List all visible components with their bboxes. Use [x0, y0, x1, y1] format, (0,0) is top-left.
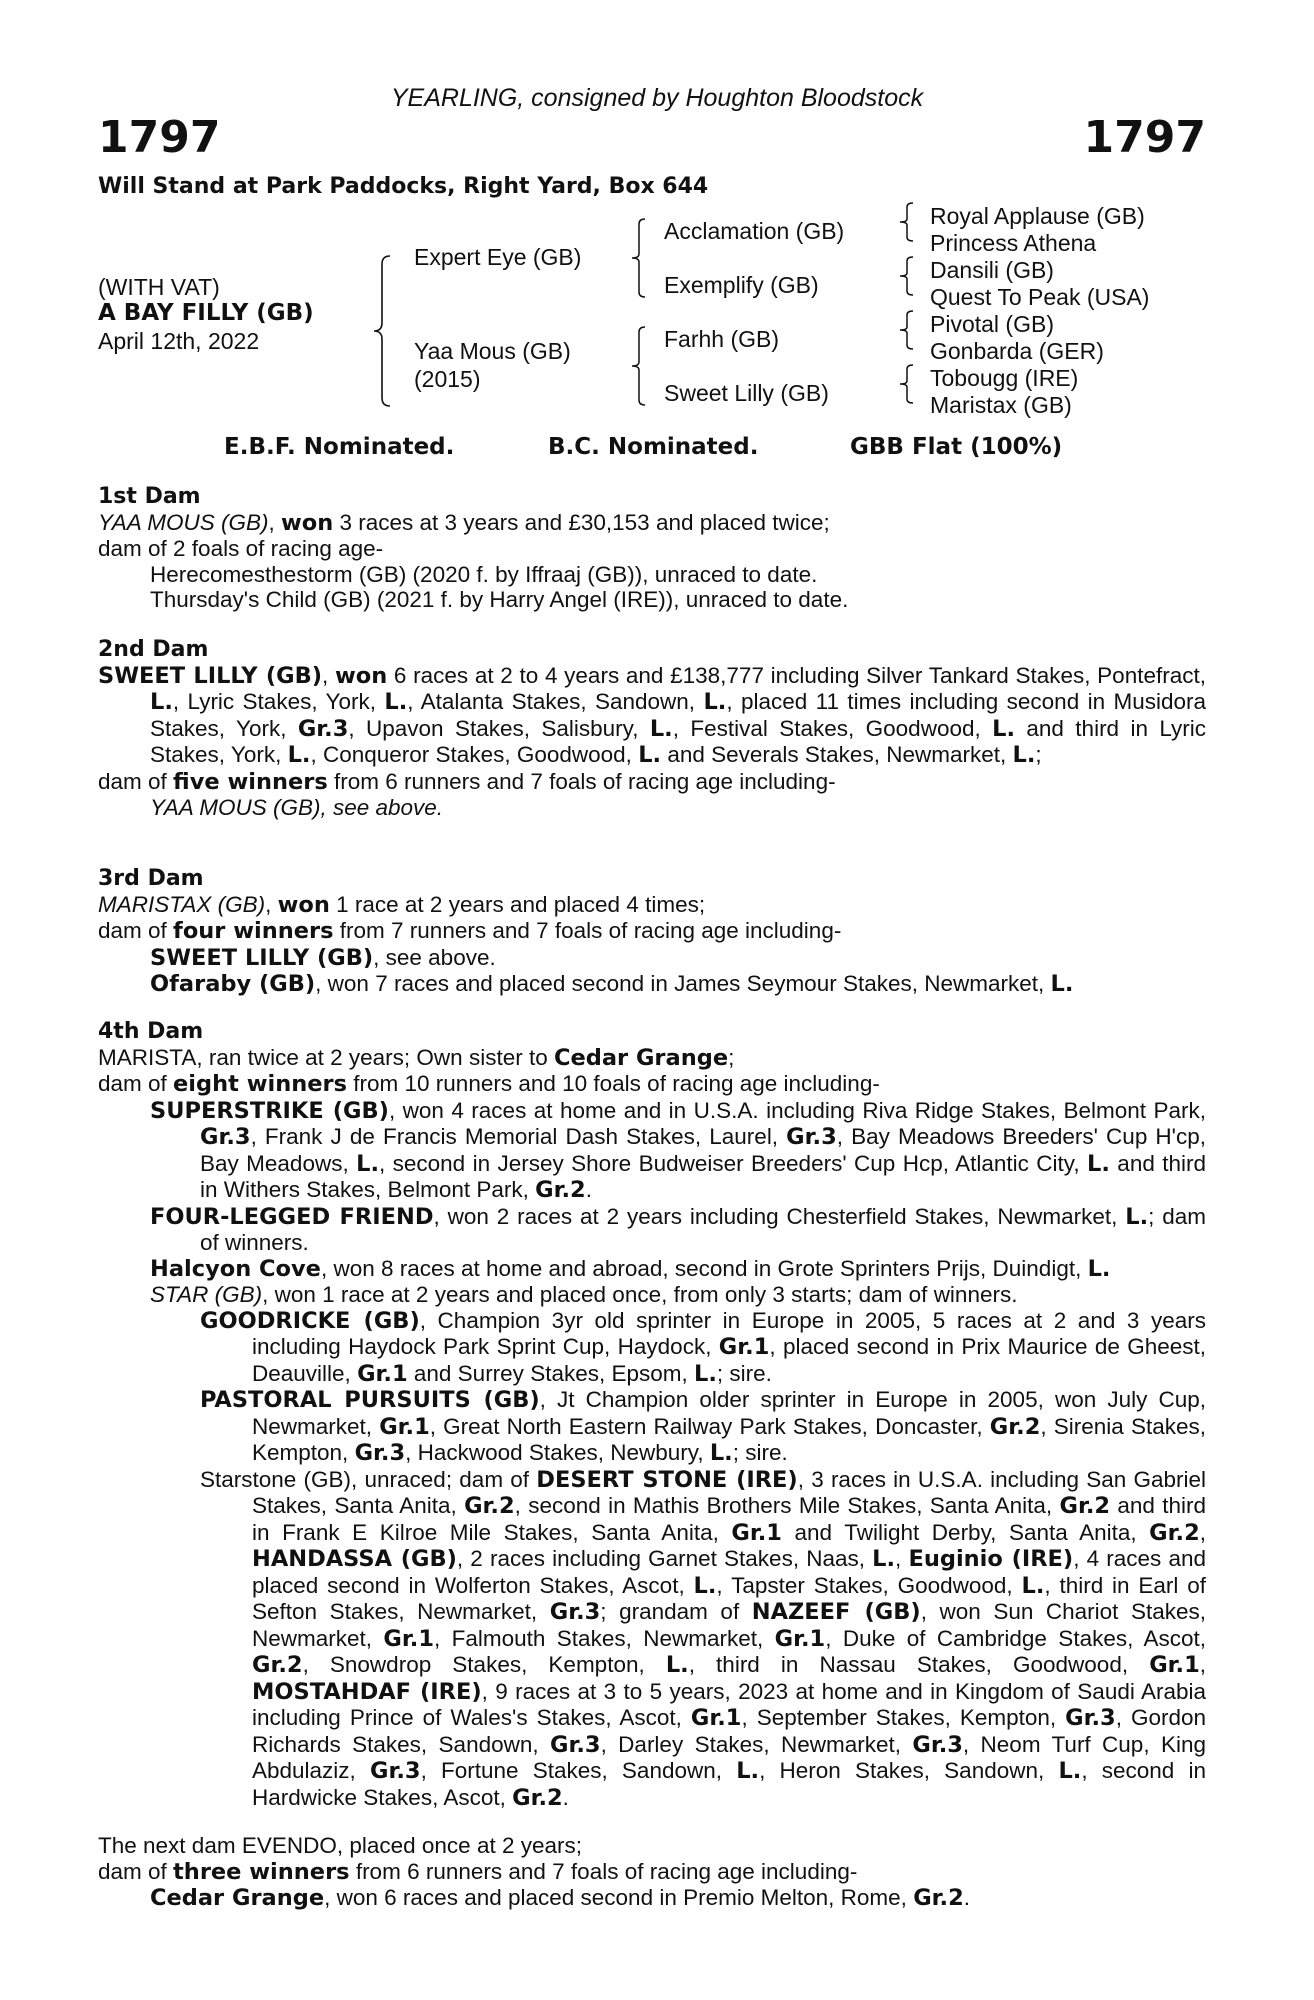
lot-number-left: 1797 [98, 112, 221, 163]
horse-name: YAA MOUS (GB) [98, 509, 269, 535]
page-subtitle: YEARLING, consigned by Houghton Bloodstock [390, 84, 924, 112]
produce-star: STAR (GB), won 1 race at 2 years and placed once, from only 3 starts; dam of winners. [150, 1282, 1018, 1307]
section-heading: 4th Dam [98, 1019, 204, 1044]
dam-line: MARISTAX (GB), won 1 race at 2 years and placed 4 times; [98, 891, 706, 918]
lot-number-right: 1797 [1083, 112, 1206, 163]
produce-four-legged-friend: FOUR-LEGGED FRIEND, won 2 races at 2 years including Chesterfield Stakes, Newmarket, L.; dam of winners. [150, 1203, 1207, 1255]
ancestor-8: Maristax (GB) [930, 392, 1072, 418]
dam: Yaa Mous (GB) [414, 338, 571, 364]
pedigree-brace-g2 [898, 256, 916, 296]
produce-halcyon-cove: Halcyon Cove, won 8 races at home and abroad, second in Grote Sprinters Prijs, Duindigt, L. [150, 1255, 1111, 1282]
dam-line: YAA MOUS (GB), won 3 races at 3 years and £30,153 and placed twice; [98, 509, 830, 536]
produce-line: SWEET LILLY (GB), see above. [150, 944, 496, 971]
section-4th-dam [98, 1019, 1206, 1811]
section-heading: 3rd Dam [98, 866, 204, 891]
produce-pastoral-pursuits: PASTORAL PURSUITS (GB), Jt Champion older sprinter in Europe in 2005, won July Cup, Newmarket, Gr.1, Great North Eastern Railway Park Stakes, Doncaster, Gr.2, Sirenia Stakes, Kempton, Gr.3, Hackwood Stakes, Newbury, L.; sire. [200, 1387, 1207, 1466]
dam-line: The next dam EVENDO, placed once at 2 years; [98, 1833, 582, 1858]
sire-dam: Exemplify (GB) [664, 272, 819, 298]
produce-goodricke: GOODRICKE (GB), Champion 3yr old sprinter in Europe in 2005, 5 races at 2 and 3 years including Haydock Park Sprint Cup, Haydock, Gr.1, placed second in Prix Maurice de Gheest, Deauville, Gr.1 and Surrey Stakes, Epsom, L.; sire. [200, 1307, 1207, 1387]
section-next-dam [98, 1833, 1206, 1912]
ancestor-4: Quest To Peak (USA) [930, 284, 1150, 310]
produce-line: Thursday's Child (GB) (2021 f. by Harry Angel (IRE)), unraced to date. [150, 587, 849, 612]
dam-year: (2015) [414, 366, 481, 392]
foals-line: dam of five winners from 6 runners and 7 foals of racing age including- [98, 768, 836, 795]
ancestor-3: Dansili (GB) [930, 257, 1054, 283]
produce-line: Ofaraby (GB), won 7 races and placed second in James Seymour Stakes, Newmarket, L. [150, 971, 1074, 997]
stand-location: Will Stand at Park Paddocks, Right Yard, Box 644 [98, 174, 709, 199]
pedigree-brace-main [372, 255, 394, 407]
horse-name: A BAY FILLY (GB) [98, 300, 314, 326]
foals-line: dam of eight winners from 10 runners and 10 foals of racing age including- [98, 1071, 880, 1097]
section-2nd-dam [98, 637, 1206, 821]
pedigree-brace-g1 [898, 202, 916, 242]
produce-line: Herecomesthestorm (GB) (2020 f. by Iffraaj (GB)), unraced to date. [150, 561, 818, 587]
section-heading: 2nd Dam [98, 637, 209, 662]
sire: Expert Eye (GB) [414, 244, 582, 270]
ancestor-7: Tobougg (IRE) [930, 365, 1079, 391]
ancestor-6: Gonbarda (GER) [930, 338, 1104, 364]
pedigree-brace-g4 [898, 364, 916, 404]
ancestor-1: Royal Applause (GB) [930, 203, 1145, 229]
section-1st-dam [98, 484, 1206, 613]
bc-nomination: B.C. Nominated. [548, 434, 759, 460]
sire-sire: Acclamation (GB) [664, 218, 845, 244]
ancestor-5: Pivotal (GB) [930, 311, 1054, 337]
vat-note: (WITH VAT) [98, 274, 220, 300]
ancestor-2: Princess Athena [930, 230, 1097, 256]
produce-superstrike: SUPERSTRIKE (GB), won 4 races at home and in U.S.A. including Riva Ridge Stakes, Belmont Park, Gr.3, Frank J de Francis Memorial Dash Stakes, Laurel, Gr.3, Bay Meadows Breeders' Cup H'cp, Bay Meadows, L., second in Jersey Shore Budweiser Breeders' Cup Hcp, Atlantic City, L. and third in Withers Stakes, Belmont Park, Gr.2. [150, 1097, 1207, 1203]
section-3rd-dam [98, 866, 1206, 998]
produce-cedar-grange: Cedar Grange, won 6 races and placed second in Premio Melton, Rome, Gr.2. [150, 1885, 971, 1911]
foals-line: dam of 2 foals of racing age- [98, 536, 384, 561]
section-heading: 1st Dam [98, 484, 201, 509]
dam-dam: Sweet Lilly (GB) [664, 380, 829, 406]
foals-line: dam of four winners from 7 runners and 7 foals of racing age including- [98, 918, 842, 944]
pedigree-brace-dam [630, 326, 648, 406]
dam-record: SWEET LILLY (GB), won 6 races at 2 to 4 years and £138,777 including Silver Tankard Stakes, Pontefract, L., Lyric Stakes, York, L., Atalanta Stakes, Sandown, L., placed 11 times including second in Musidora Stakes, York, Gr.3, Upavon Stakes, Salisbury, L., Festival Stakes, Goodwood, L. and third in Lyric Stakes, York, L., Conqueror Stakes, Goodwood, L. and Severals Stakes, Newmarket, L.; [98, 662, 1206, 768]
produce-line: YAA MOUS (GB), see above. [150, 795, 444, 820]
foaling-date: April 12th, 2022 [98, 328, 260, 354]
ebf-nomination: E.B.F. Nominated. [224, 434, 455, 460]
dam-sire: Farhh (GB) [664, 326, 780, 352]
foals-line: dam of three winners from 6 runners and 7 foals of racing age including- [98, 1858, 858, 1885]
pedigree-brace-sire [630, 218, 648, 298]
pedigree-brace-g3 [898, 310, 916, 350]
dam-line: MARISTA, ran twice at 2 years; Own sister to Cedar Grange; [98, 1044, 735, 1071]
gbb-nomination: GBB Flat (100%) [850, 434, 1063, 460]
produce-starstone: Starstone (GB), unraced; dam of DESERT STONE (IRE), 3 races in U.S.A. including San Gabriel Stakes, Santa Anita, Gr.2, second in Mathis Brothers Mile Stakes, Santa Anita, Gr.2 and third in Frank E Kilroe Mile Stakes, Santa Anita, Gr.1 and Twilight Derby, Santa Anita, Gr.2, HANDASSA (GB), 2 races including Garnet Stakes, Naas, L., Euginio (IRE), 4 races and placed second in Wolferton Stakes, Ascot, L., Tapster Stakes, Goodwood, L., third in Earl of Sefton Stakes, Newmarket, Gr.3; grandam of NAZEEF (GB), won Sun Chariot Stakes, Newmarket, Gr.1, Falmouth Stakes, Newmarket, Gr.1, Duke of Cambridge Stakes, Ascot, Gr.2, Snowdrop Stakes, Kempton, L., third in Nassau Stakes, Goodwood, Gr.1, MOSTAHDAF (IRE), 9 races at 3 to 5 years, 2023 at home and in Kingdom of Saudi Arabia including Prince of Wales's Stakes, Ascot, Gr.1, September Stakes, Kempton, Gr.3, Gordon Richards Stakes, Sandown, Gr.3, Darley Stakes, Newmarket, Gr.3, Neom Turf Cup, King Abdulaziz, Gr.3, Fortune Stakes, Sandown, L., Heron Stakes, Sandown, L., second in Hardwicke Stakes, Ascot, Gr.2. [200, 1466, 1207, 1811]
